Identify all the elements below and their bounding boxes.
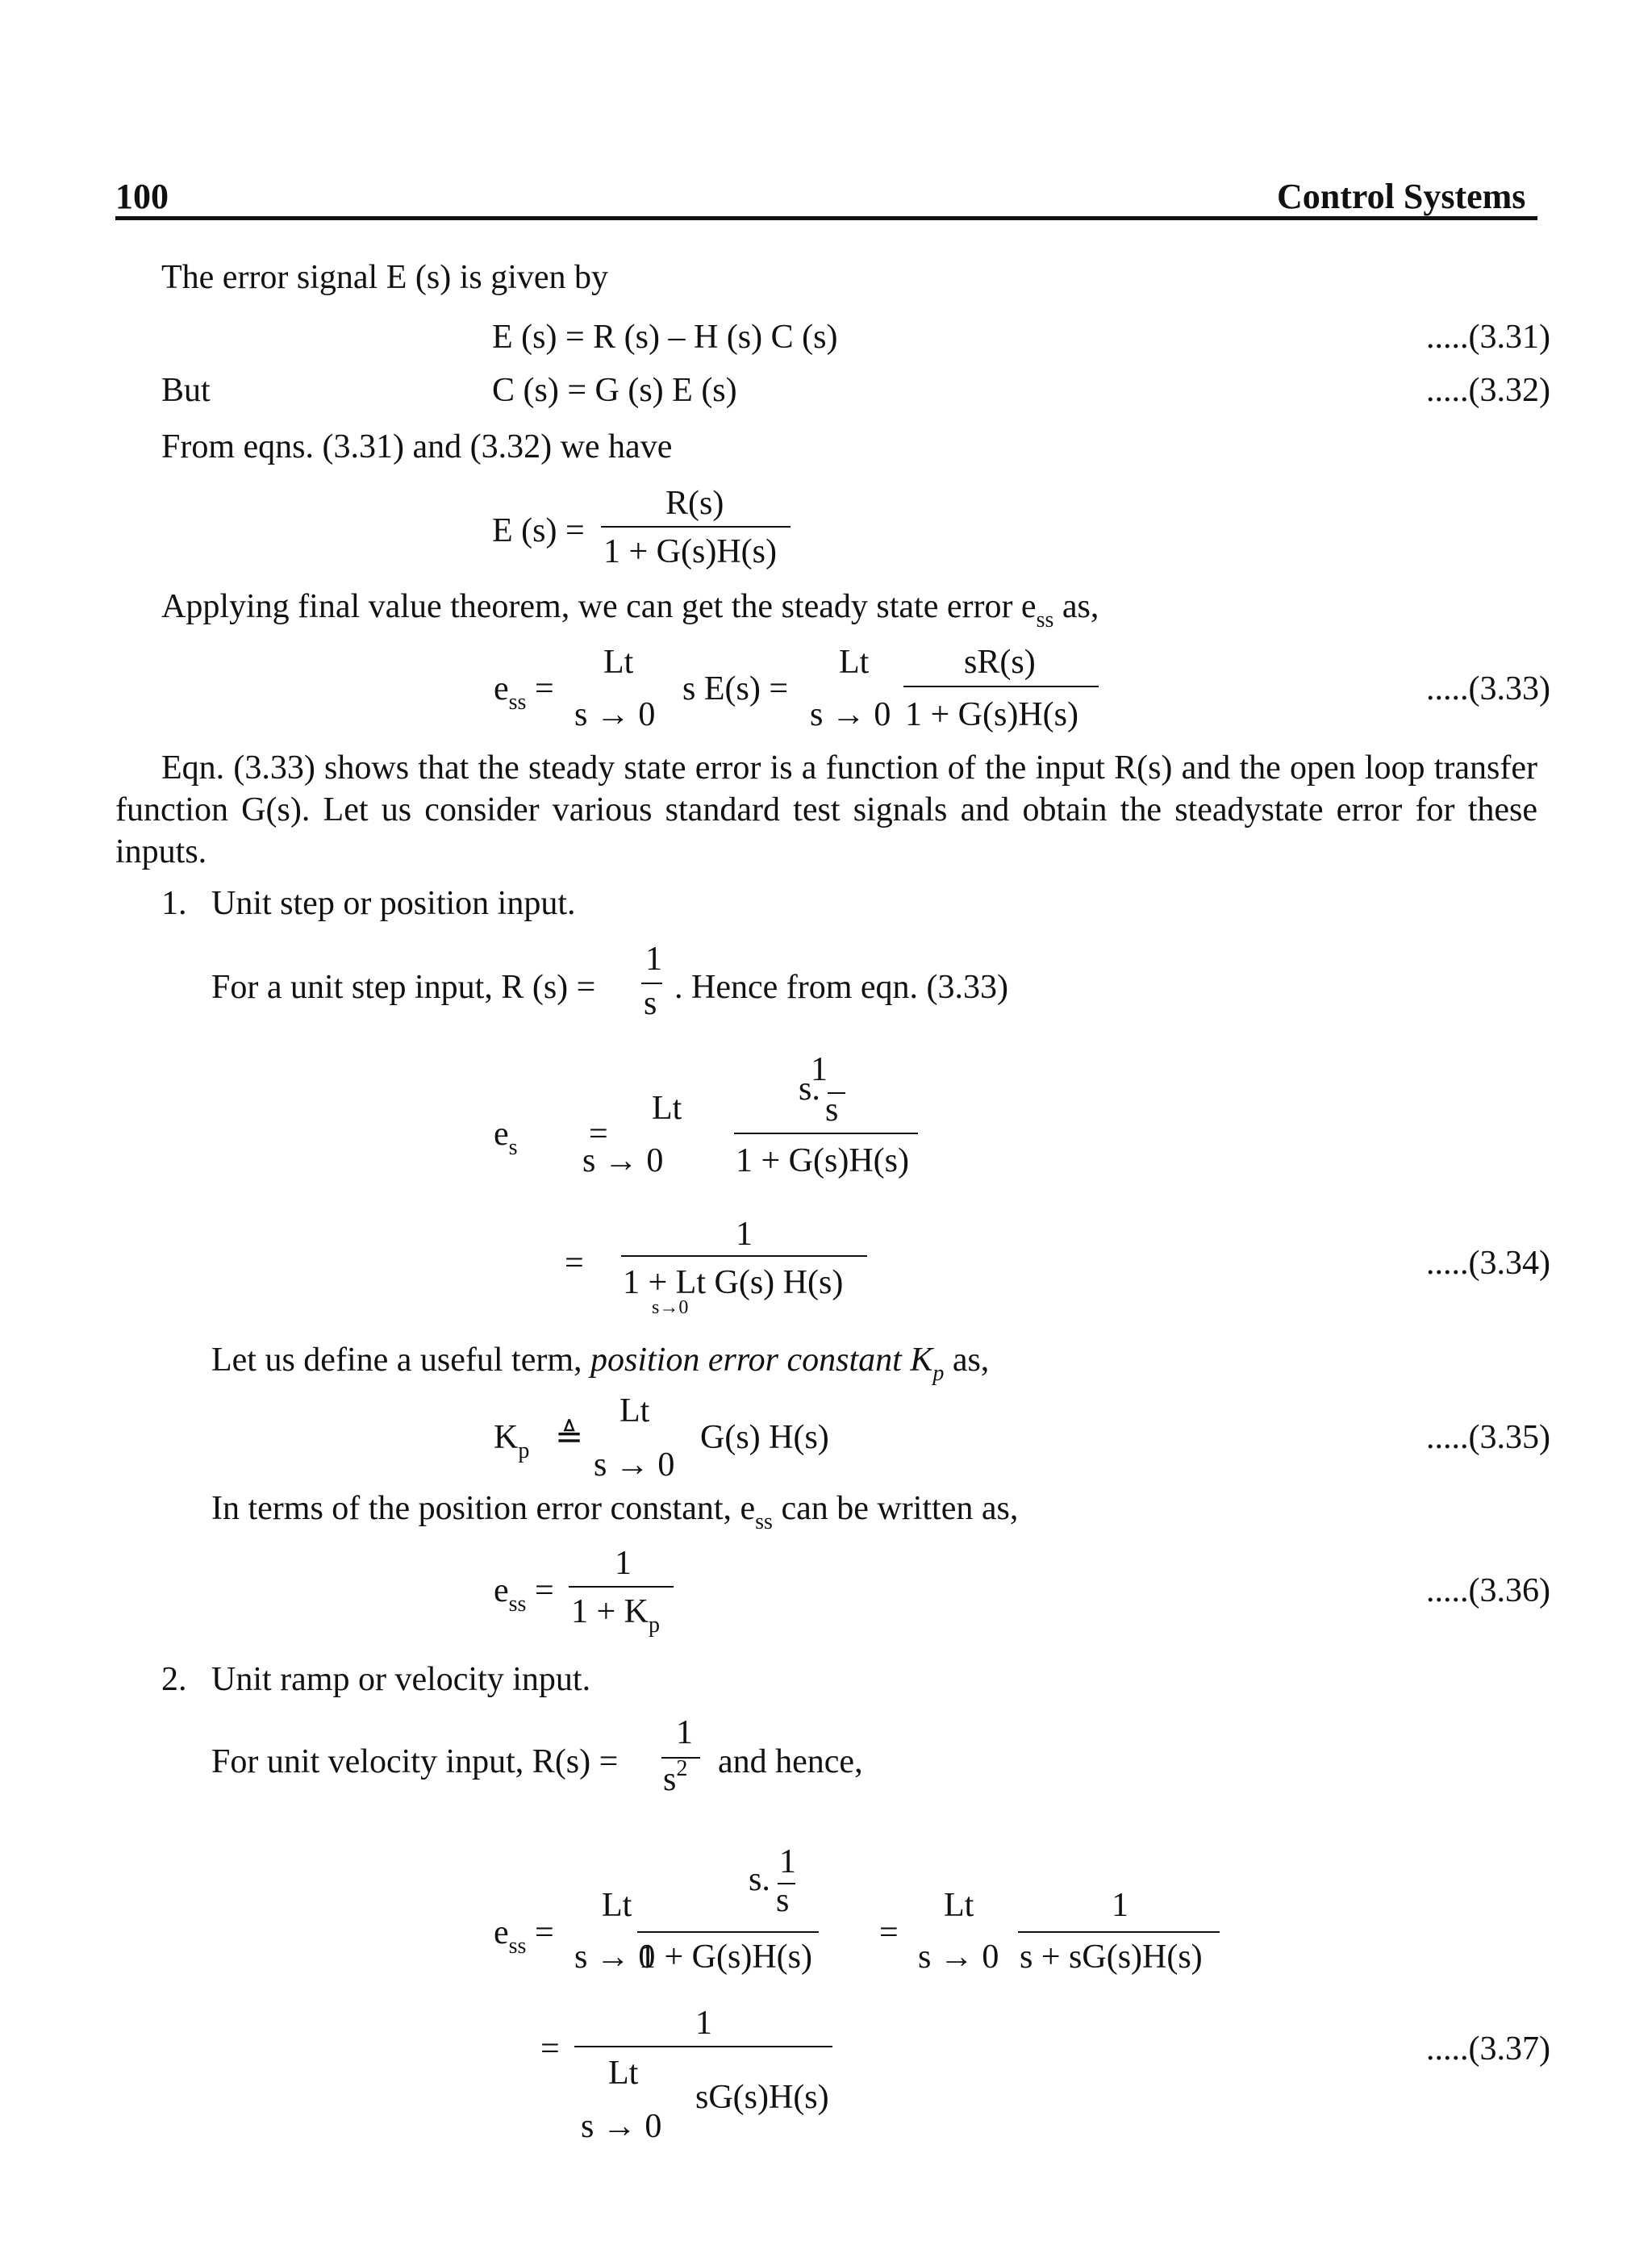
vel-frac-num: 1 (676, 1714, 693, 1751)
eq-ramp-lt2: Lt (944, 1887, 974, 1924)
eq-3-35-lhs: $K_p$ (494, 1419, 530, 1463)
eq-3-33-lhs: $e_{ss}$ = (494, 670, 554, 715)
eq-3-36-fraction-bar (569, 1586, 674, 1588)
eq-number-3-34: .....(3.34) (1426, 1245, 1550, 1282)
eq-3-34-den-limit: s→0 (652, 1297, 689, 1318)
eq-3-33-lt: Lt (603, 644, 634, 681)
eq-3-36-num: 1 (615, 1545, 632, 1582)
eq-3-37-num: 1 (695, 2005, 712, 2042)
eq-3-32: C (s) = G (s) E (s) (492, 372, 737, 409)
eq-es-inner-num: 1 (811, 1051, 828, 1088)
eq-E-fraction-bar (601, 526, 791, 528)
eq-ramp-limit: s → 0 (574, 1938, 656, 1976)
eq-3-33-fraction-bar (903, 686, 1099, 687)
eq-3-37-fraction-bar (574, 2046, 832, 2047)
eq-3-31: E (s) = R (s) – H (s) C (s) (492, 319, 838, 356)
eq-es-lhs: $e_s$ (494, 1116, 518, 1160)
item-1-title: Unit step or position input. (211, 885, 576, 922)
eq-number-3-33: .....(3.33) (1426, 670, 1550, 707)
eq-3-35-defsym: ≜ (555, 1419, 584, 1456)
eq-3-35-limit: s → 0 (594, 1446, 675, 1484)
eq-3-33-num: sR(s) (964, 644, 1036, 681)
eq-number-3-36: .....(3.36) (1426, 1572, 1550, 1609)
vel-text-post: and hence, (718, 1743, 863, 1780)
from-text: From eqns. (3.31) and (3.32) we have (161, 428, 673, 465)
eq-ramp-fraction-bar (637, 1931, 819, 1933)
kp-definition-text: Let us define a useful term, position error constant $K_p$ as, (211, 1342, 990, 1386)
final-value-text: Applying final value theorem, we can get the steady state error $e_{ss}$ as, (161, 588, 1099, 632)
intro-text: The error signal E (s) is given by (161, 259, 609, 296)
eq-3-37-den: sG(s)H(s) (695, 2079, 829, 2116)
eq-ramp-inner-num: 1 (779, 1843, 796, 1880)
eq-ramp-den2: s + sG(s)H(s) (1020, 1938, 1203, 1976)
eq-es-inner-den: s (825, 1091, 839, 1129)
eq-3-33-limit: s → 0 (574, 696, 656, 733)
vel-frac-den: $s^2$ (663, 1756, 688, 1798)
eq-ramp-fraction-bar2 (1018, 1931, 1220, 1933)
eq-es-fraction-bar (734, 1133, 918, 1134)
eq-ramp-limit2: s → 0 (918, 1938, 999, 1976)
eq-number-3-37: .....(3.37) (1426, 2030, 1550, 2068)
eq-3-34-den: 1 + Lt G(s) H(s) (623, 1264, 844, 1301)
eq-es-den: 1 + G(s)H(s) (736, 1142, 909, 1179)
page-number: 100 (115, 177, 169, 216)
eq-es-limit: s → 0 (582, 1142, 664, 1179)
eq-3-36-den: $1 + K_p$ (571, 1593, 661, 1638)
eq-3-37-limit: s → 0 (581, 2108, 662, 2145)
eq-3-35-lt: Lt (620, 1392, 650, 1429)
item-1-label: 1. (161, 885, 187, 922)
header-rule (115, 216, 1537, 220)
eq-es-lt: Lt (652, 1090, 682, 1127)
running-title: Control Systems (1277, 177, 1526, 216)
eq-3-37-equals: = (540, 2030, 560, 2068)
eq-number-3-32: .....(3.32) (1426, 372, 1550, 409)
paragraph-3-33: Eqn. (3.33) shows that the steady state error is a function of the input R(s) and the open loop transfer function G(s). Let us consider various standard test signals and obtain the steadystate error for these inputs. (115, 749, 1537, 870)
eq-E-lhs: E (s) = (492, 512, 585, 549)
but-label: But (161, 372, 211, 409)
eq-3-35-rhs: G(s) H(s) (700, 1419, 829, 1456)
eq-number-3-31: .....(3.31) (1426, 319, 1550, 356)
eq-ramp-num2: 1 (1112, 1887, 1128, 1924)
eq-ramp-equals2: = (879, 1914, 899, 1951)
eq-3-33-mid: s E(s) = (682, 670, 789, 707)
step-frac-den: s (644, 985, 657, 1022)
eq-ramp-lt: Lt (602, 1887, 632, 1924)
terms-text: In terms of the position error constant, $e_{ss}$ can be written as, (211, 1490, 1019, 1534)
step-text-post: . Hence from eqn. (3.33) (674, 969, 1009, 1006)
step-frac-num: 1 (645, 941, 662, 978)
eq-ramp-inner-left: s. (749, 1861, 770, 1898)
eq-3-36-lhs: $e_{ss}$ = (494, 1572, 554, 1617)
eq-3-37-lt: Lt (608, 2055, 639, 2092)
eq-es-inner-left: s. (799, 1070, 820, 1108)
eq-3-33-lt2: Lt (839, 644, 870, 681)
eq-ramp-den: 1 + G(s)H(s) (639, 1938, 812, 1976)
eq-E-num: R(s) (665, 485, 724, 522)
step-text-pre: For a unit step input, R (s) = (211, 969, 596, 1006)
eq-3-34-equals: = (565, 1245, 584, 1282)
eq-ramp-inner-den: s (776, 1882, 790, 1919)
eq-3-34-num: 1 (736, 1216, 753, 1253)
vel-text-pre: For unit velocity input, R(s) = (211, 1743, 619, 1780)
eq-number-3-35: .....(3.35) (1426, 1419, 1550, 1456)
eq-3-33-limit2: s → 0 (810, 696, 891, 733)
eq-es-equals: = (589, 1116, 608, 1153)
eq-E-den: 1 + G(s)H(s) (603, 533, 777, 570)
eq-3-33-den: 1 + G(s)H(s) (905, 696, 1078, 733)
item-2-title: Unit ramp or velocity input. (211, 1661, 591, 1698)
eq-ramp-lhs: $e_{ss}$ = (494, 1914, 554, 1959)
item-2-label: 2. (161, 1661, 187, 1698)
eq-3-34-fraction-bar (621, 1255, 867, 1257)
